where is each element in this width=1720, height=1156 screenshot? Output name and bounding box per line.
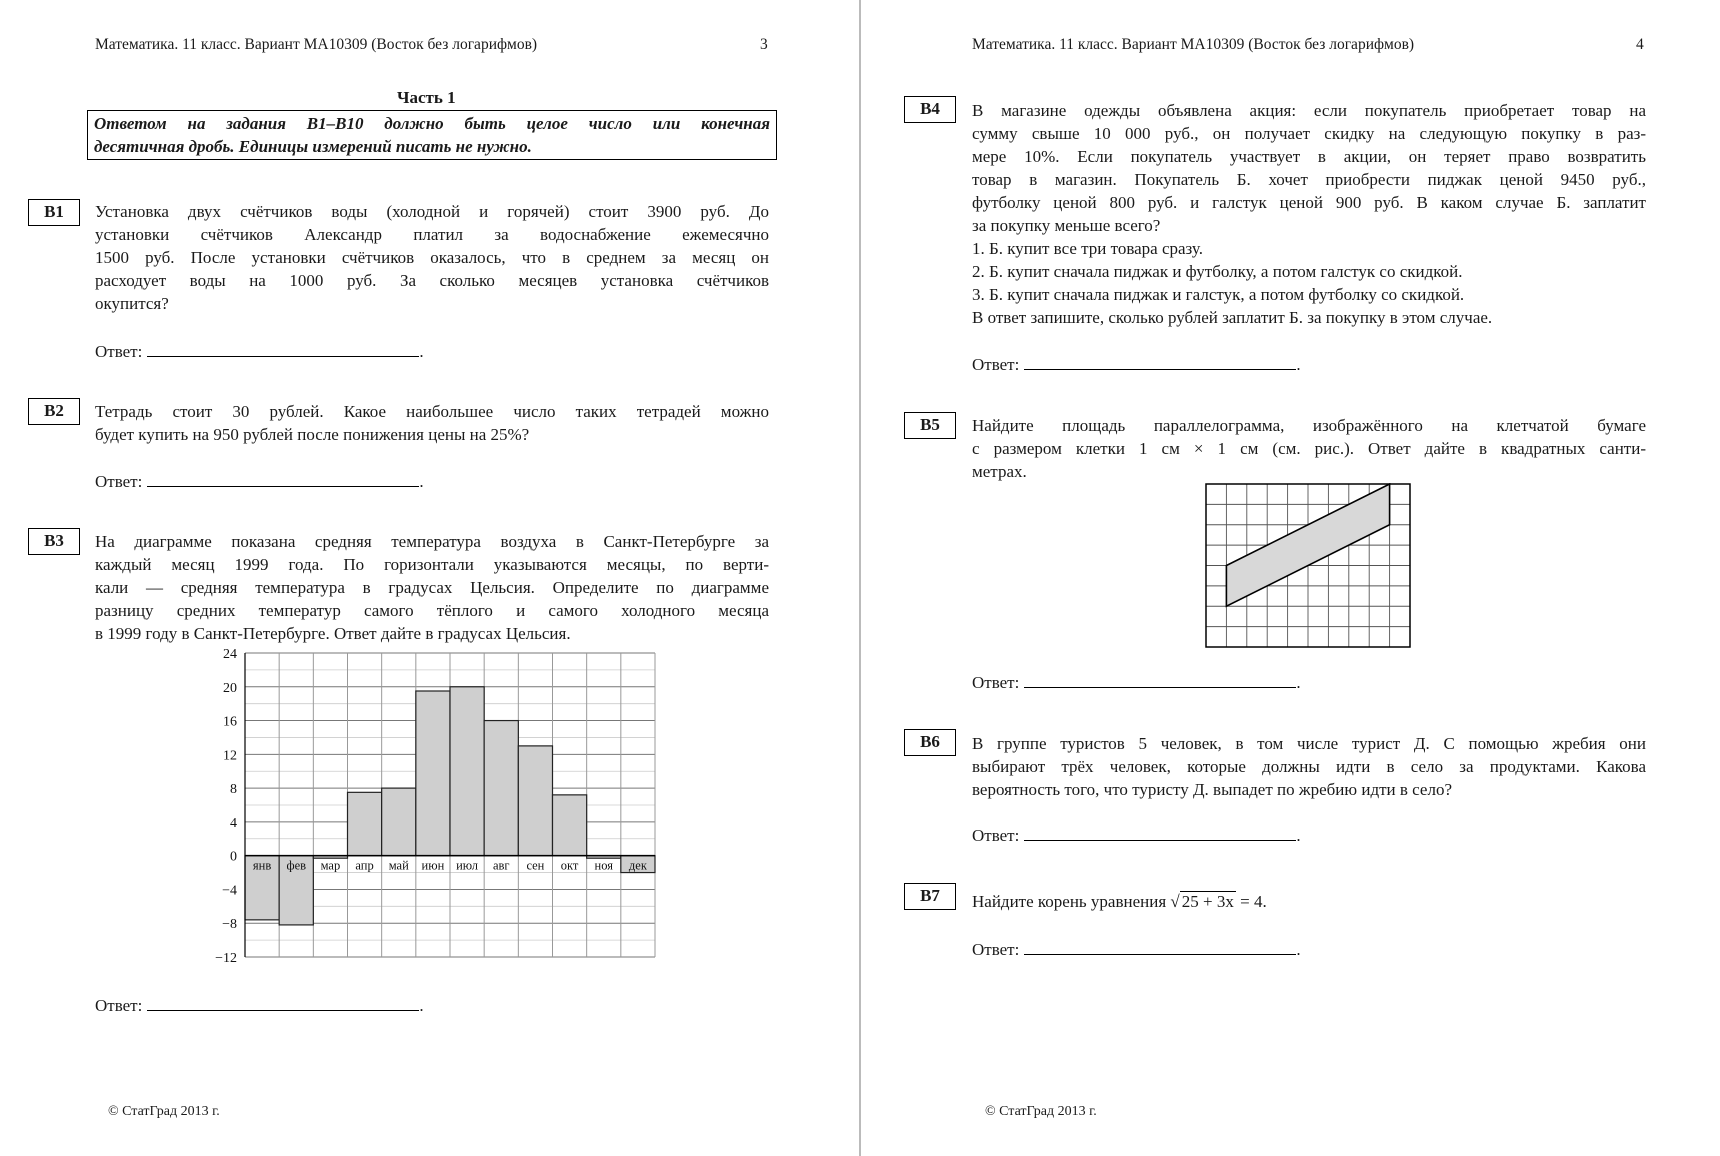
page-header: Математика. 11 класс. Вариант МА10309 (Восток без логарифмов) xyxy=(95,36,538,53)
y-tick-label: 12 xyxy=(223,748,237,764)
question-label-b6: B6 xyxy=(904,729,956,756)
answer-blank[interactable] xyxy=(147,472,419,487)
answer-field-b7[interactable]: Ответ: . xyxy=(972,940,1301,959)
answer-blank[interactable] xyxy=(1024,355,1296,370)
answer-field-b3[interactable]: Ответ: . xyxy=(95,996,424,1015)
text-line: вероятность того, что туристу Д. выпадет по жребию идти в село? xyxy=(972,780,1452,799)
y-tick-label: 20 xyxy=(223,680,237,696)
text-line: будет купить на 950 рублей после понижения цены на 25%? xyxy=(95,425,530,444)
temperature-bar-chart xyxy=(200,645,660,970)
answer-field-b4[interactable]: Ответ: . xyxy=(972,355,1301,374)
x-tick-label: мар xyxy=(320,858,341,873)
text-line: расходует воды на 1000 руб. За сколько месяцев установка счётчиков xyxy=(95,271,769,290)
text-line: установки счётчиков Александр платил за водоснабжение ежемесячно xyxy=(95,225,769,244)
text-line: сумму свыше 10 000 руб., он получает скидку на следующую покупку в раз- xyxy=(972,124,1646,143)
question-label-b2: B2 xyxy=(28,398,80,425)
text-line: товар в магазин. Покупатель Б. хочет приобрести пиджак ценой 9450 руб., xyxy=(972,170,1646,189)
sqrt-sign: √ xyxy=(1170,892,1180,911)
question-text-b3 xyxy=(95,530,769,645)
text-line: метрах. xyxy=(972,462,1027,481)
page-footer: © СтатГрад 2013 г. xyxy=(108,1104,220,1119)
question-text-b2 xyxy=(95,400,769,446)
bar-май xyxy=(382,788,416,856)
question-text-b6 xyxy=(972,732,1646,801)
page-header: Математика. 11 класс. Вариант МА10309 (Восток без логарифмов) xyxy=(972,36,1415,53)
text-line: в 1999 году в Санкт-Петербурге. Ответ дайте в градусах Цельсия. xyxy=(95,624,571,643)
y-tick-label: 8 xyxy=(230,782,237,798)
instruction-box xyxy=(87,110,777,160)
bar-сен xyxy=(518,746,552,856)
text-line: 1500 руб. После установки счётчиков оказалось, что в среднем за месяц он xyxy=(95,248,769,267)
radicand: 25 + 3x xyxy=(1181,892,1234,911)
answer-field-b5[interactable]: Ответ: . xyxy=(972,673,1301,692)
bar-апр xyxy=(348,792,382,855)
text-line: мере 10%. Если покупатель участвует в акции, он теряет право возвратить xyxy=(972,147,1646,166)
text-line: В магазине одежды объявлена акция: если покупатель приобретает товар на xyxy=(972,101,1646,120)
question-label-b5: B5 xyxy=(904,412,956,439)
bar-окт xyxy=(553,795,587,856)
answer-label: Ответ: xyxy=(95,472,143,491)
y-tick-label: 16 xyxy=(223,714,237,730)
answer-field-b6[interactable]: Ответ: . xyxy=(972,826,1301,845)
x-tick-label: фев xyxy=(286,858,307,873)
x-tick-label: дек xyxy=(628,858,647,873)
x-tick-label: июл xyxy=(456,858,479,873)
x-tick-label: авг xyxy=(492,858,510,873)
answer-label: Ответ: xyxy=(972,940,1020,959)
text-line: Найдите площадь параллелограмма, изображённого на клетчатой бумаге xyxy=(972,416,1646,435)
x-tick-label: май xyxy=(388,858,409,873)
answer-field-b1[interactable]: Ответ: . xyxy=(95,342,424,361)
y-tick-label: 0 xyxy=(230,849,237,865)
instruction-line: Ответом на задания B1–B10 должно быть целое число или конечная xyxy=(94,114,770,133)
answer-field-b2[interactable]: Ответ: . xyxy=(95,472,424,491)
answer-blank[interactable] xyxy=(1024,673,1296,688)
question-text-b5 xyxy=(972,414,1646,483)
text-line: В группе туристов 5 человек, в том числе турист Д. С помощью жребия они xyxy=(972,734,1646,753)
bar-авг xyxy=(484,721,518,856)
page-number: 3 xyxy=(760,36,768,53)
answer-label: Ответ: xyxy=(972,355,1020,374)
answer-label: Ответ: xyxy=(95,342,143,361)
page-number: 4 xyxy=(1636,36,1644,53)
x-tick-label: ноя xyxy=(594,858,613,873)
text-line: выбирают трёх человек, которые должны идти в село за продуктами. Какова xyxy=(972,757,1646,776)
question-label-b1: B1 xyxy=(28,199,80,226)
question-label-b7: B7 xyxy=(904,883,956,910)
answer-label: Ответ: xyxy=(972,826,1020,845)
text-line: за покупку меньше всего? xyxy=(972,216,1161,235)
y-tick-label: −4 xyxy=(222,883,237,899)
y-tick-label: −8 xyxy=(222,917,237,933)
question-label-b4: B4 xyxy=(904,96,956,123)
chart-y-tick-labels xyxy=(215,647,237,966)
x-tick-label: окт xyxy=(560,858,579,873)
answer-label: Ответ: xyxy=(972,673,1020,692)
x-tick-label: сен xyxy=(526,858,545,873)
text-line: каждый месяц 1999 года. По горизонтали указываются месяцы, по верти- xyxy=(95,555,769,574)
bar-июл xyxy=(450,687,484,856)
text-line: разницу средних температур самого тёплого и самого холодного месяца xyxy=(95,601,769,620)
y-tick-label: 24 xyxy=(223,647,237,662)
page-footer: © СтатГрад 2013 г. xyxy=(985,1104,1097,1119)
text-line: футболку ценой 800 руб. и галстук ценой 900 руб. В каком случае Б. заплатит xyxy=(972,193,1646,212)
option-line: 2. Б. купит сначала пиджак и футболку, а потом галстук со скидкой. xyxy=(972,262,1463,281)
text-segment: Найдите корень уравнения xyxy=(972,892,1171,911)
x-tick-label: янв xyxy=(252,858,272,873)
answer-label: Ответ: xyxy=(95,996,143,1015)
text-line: с размером клетки 1 см × 1 см (см. рис.). Ответ дайте в квадратных санти- xyxy=(972,439,1646,458)
text-line: окупится? xyxy=(95,294,169,313)
page-4 xyxy=(861,0,1720,1156)
question-text-b4 xyxy=(972,99,1646,329)
answer-blank[interactable] xyxy=(1024,940,1296,955)
x-tick-label: июн xyxy=(421,858,445,873)
text-line: Тетрадь стоит 30 рублей. Какое наибольшее число таких тетрадей можно xyxy=(95,402,769,421)
y-tick-label: 4 xyxy=(230,815,237,831)
question-text-b1 xyxy=(95,200,769,315)
instruction-line: десятичная дробь. Единицы измерений писать не нужно. xyxy=(94,137,532,156)
bar-июн xyxy=(416,691,450,856)
text-segment: = 4. xyxy=(1235,892,1267,911)
text-line: кали — средняя температура в градусах Цельсия. Определите по диаграмме xyxy=(95,578,769,597)
parallelogram-figure xyxy=(1205,483,1413,649)
text-line: В ответ запишите, сколько рублей заплатит Б. за покупку в этом случае. xyxy=(972,308,1493,327)
option-line: 3. Б. купит сначала пиджак и галстук, а потом футболку со скидкой. xyxy=(972,285,1465,304)
option-line: 1. Б. купит все три товара сразу. xyxy=(972,239,1203,258)
answer-blank[interactable] xyxy=(147,996,419,1011)
x-tick-label: апр xyxy=(355,858,374,873)
question-label-b3: B3 xyxy=(28,528,80,555)
answer-blank[interactable] xyxy=(147,342,419,357)
answer-blank[interactable] xyxy=(1024,826,1296,841)
text-line: Установка двух счётчиков воды (холодной и горячей) стоит 3900 руб. До xyxy=(95,202,769,221)
part-title: Часть 1 xyxy=(397,88,456,107)
y-tick-label: −12 xyxy=(215,951,237,966)
text-line: На диаграмме показана средняя температура воздуха в Санкт-Петербурге за xyxy=(95,532,769,551)
question-text-b7 xyxy=(972,890,1646,913)
